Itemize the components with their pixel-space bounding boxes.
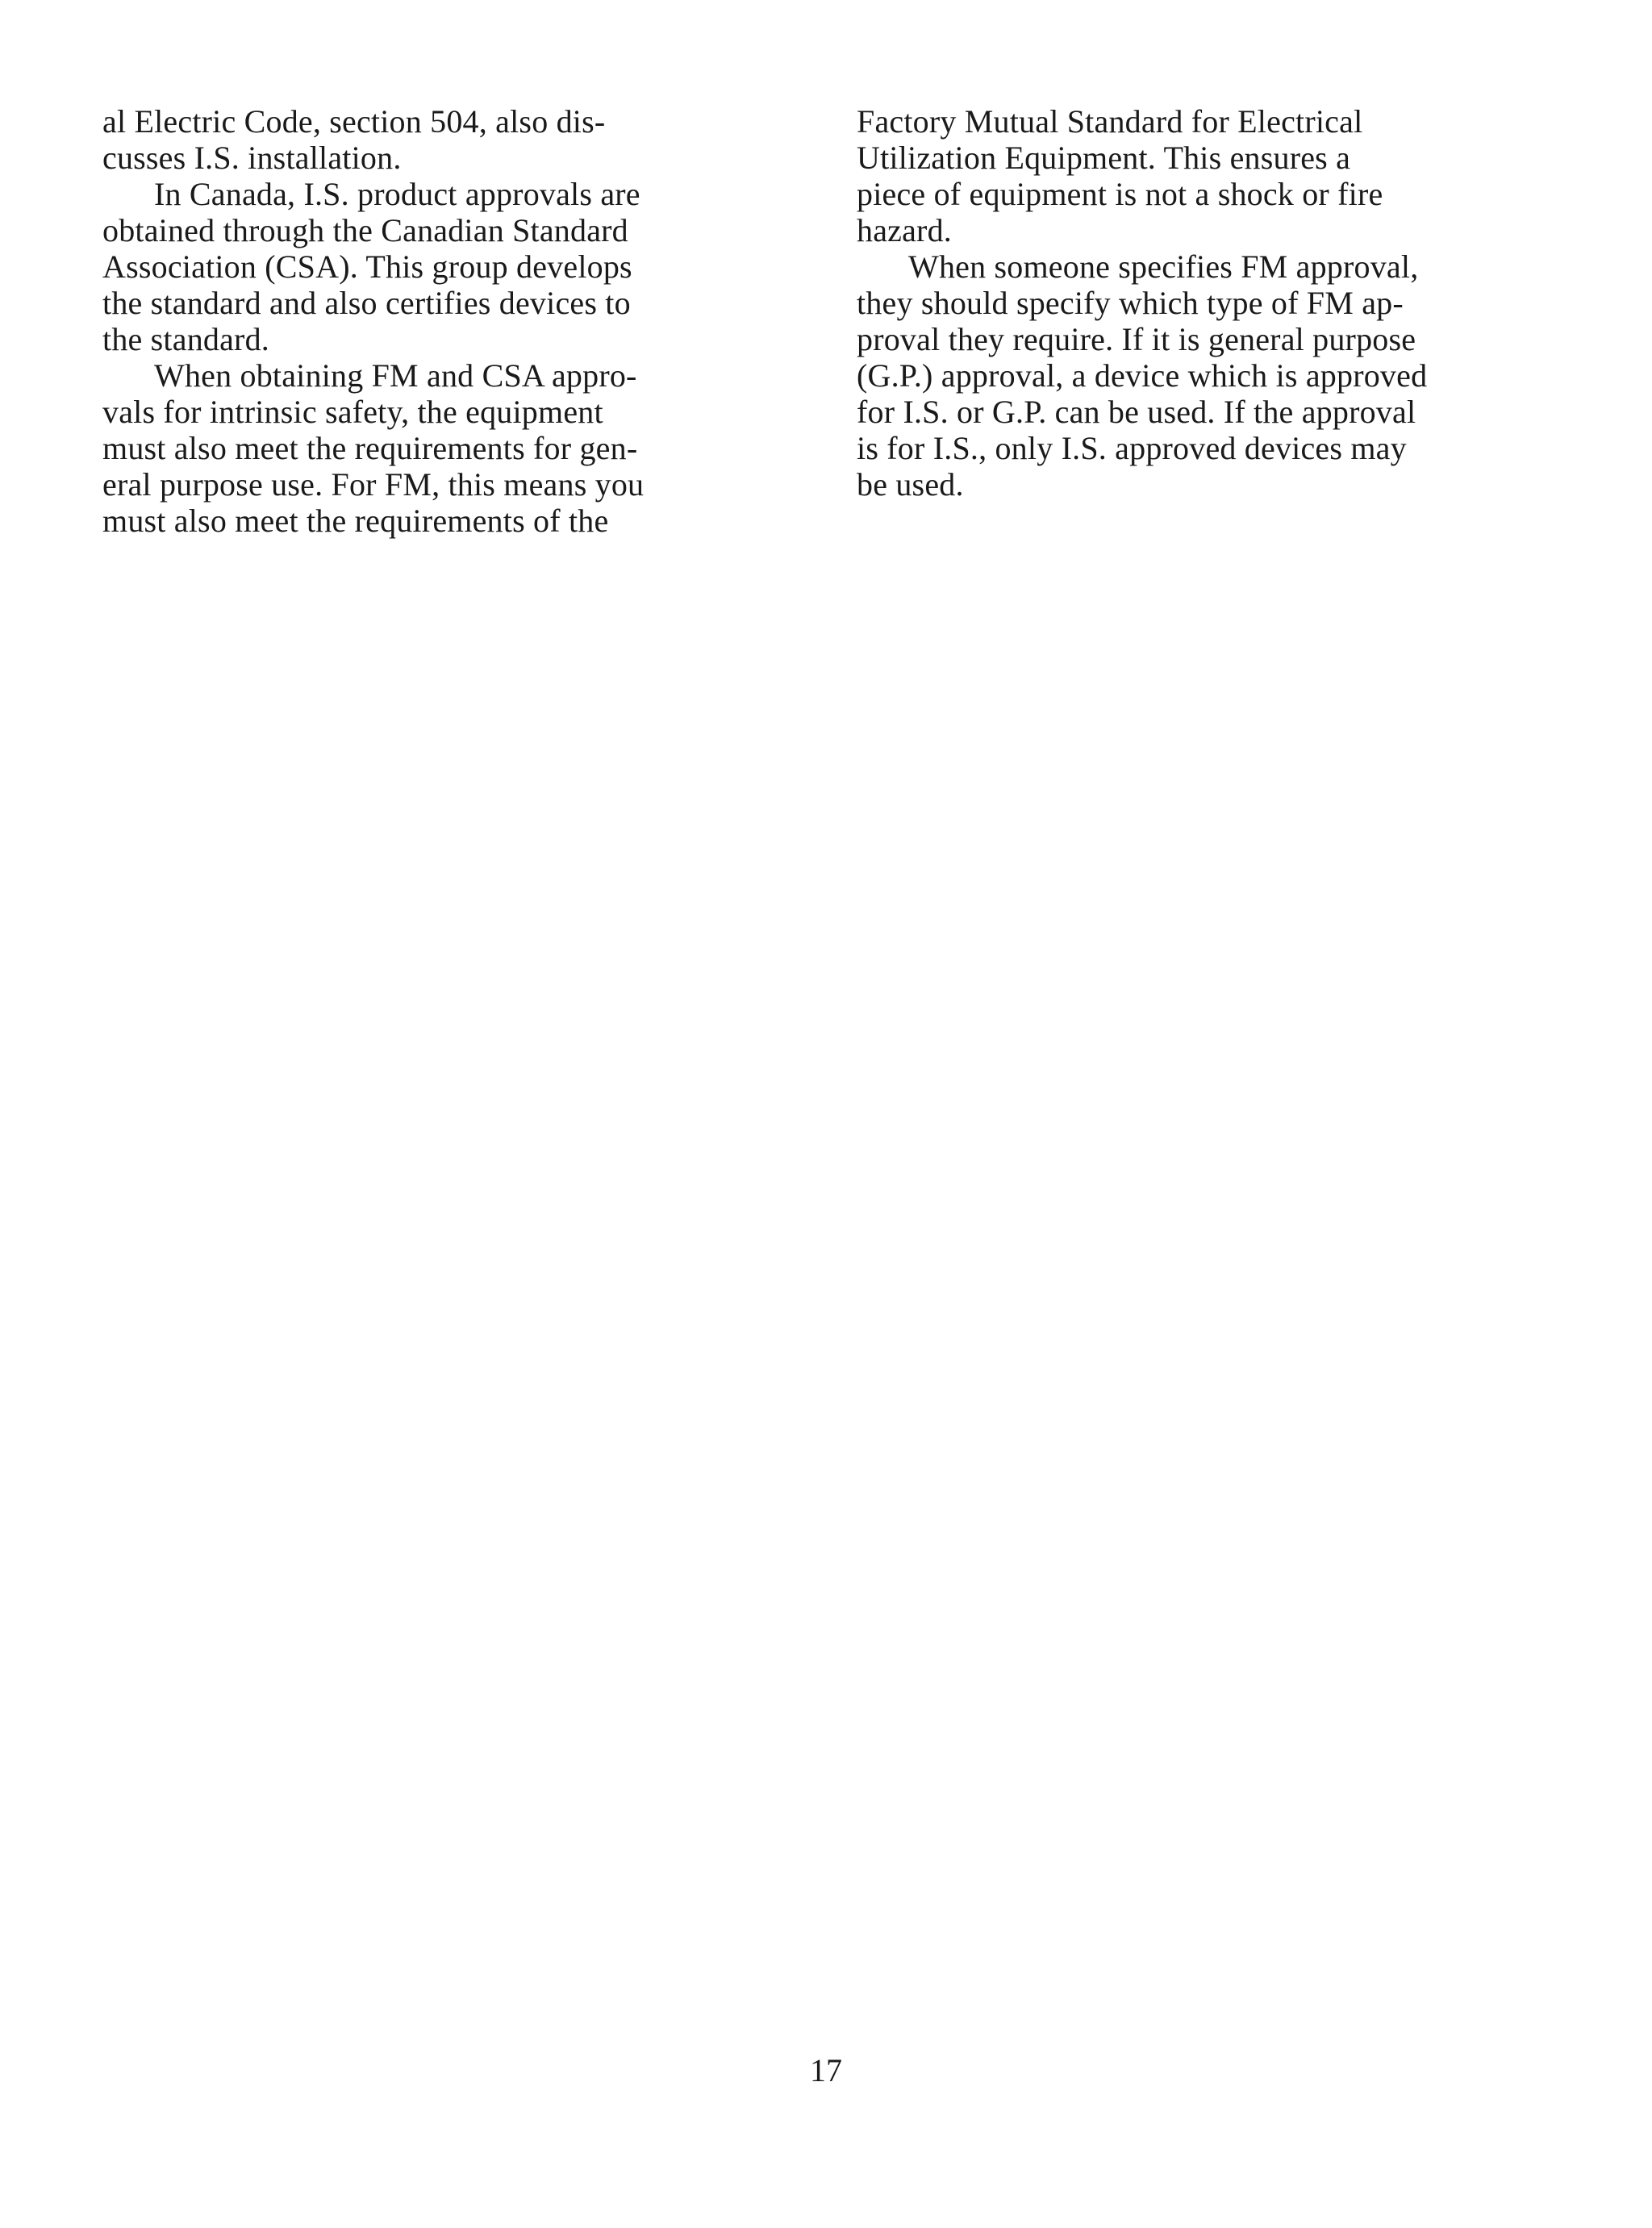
text-line: proval they require. If it is general purpose: [857, 321, 1416, 357]
paragraph-start-line: When obtaining FM and CSA appro-: [154, 357, 637, 394]
right-text-column: [857, 103, 1526, 503]
text-line: must also meet the requirements for gen-: [102, 430, 638, 466]
text-line: the standard and also certifies devices to: [102, 285, 631, 321]
text-line: must also meet the requirements of the: [102, 503, 609, 539]
page-number: 17: [810, 2052, 842, 2088]
text-line: they should specify which type of FM ap-: [857, 285, 1404, 321]
paragraph-start-line: In Canada, I.S. product approvals are: [154, 176, 640, 212]
text-line: Utilization Equipment. This ensures a: [857, 140, 1351, 176]
text-line: al Electric Code, section 504, also dis-: [102, 103, 606, 140]
text-line: is for I.S., only I.S. approved devices may: [857, 430, 1407, 466]
text-line: Factory Mutual Standard for Electrical: [857, 103, 1363, 140]
text-line: be used.: [857, 466, 964, 503]
text-line: eral purpose use. For FM, this means you: [102, 466, 645, 503]
left-text-column: [102, 103, 772, 539]
text-line: obtained through the Canadian Standard: [102, 212, 628, 248]
text-line: piece of equipment is not a shock or fire: [857, 176, 1383, 212]
text-line: for I.S. or G.P. can be used. If the approval: [857, 394, 1416, 430]
text-line: vals for intrinsic safety, the equipment: [102, 394, 603, 430]
text-line: Association (CSA). This group develops: [102, 248, 632, 285]
text-line: (G.P.) approval, a device which is approved: [857, 357, 1428, 394]
text-line: cusses I.S. installation.: [102, 140, 402, 176]
paragraph-start-line: When someone specifies FM approval,: [908, 248, 1419, 285]
text-line: the standard.: [102, 321, 269, 357]
text-line: hazard.: [857, 212, 952, 248]
